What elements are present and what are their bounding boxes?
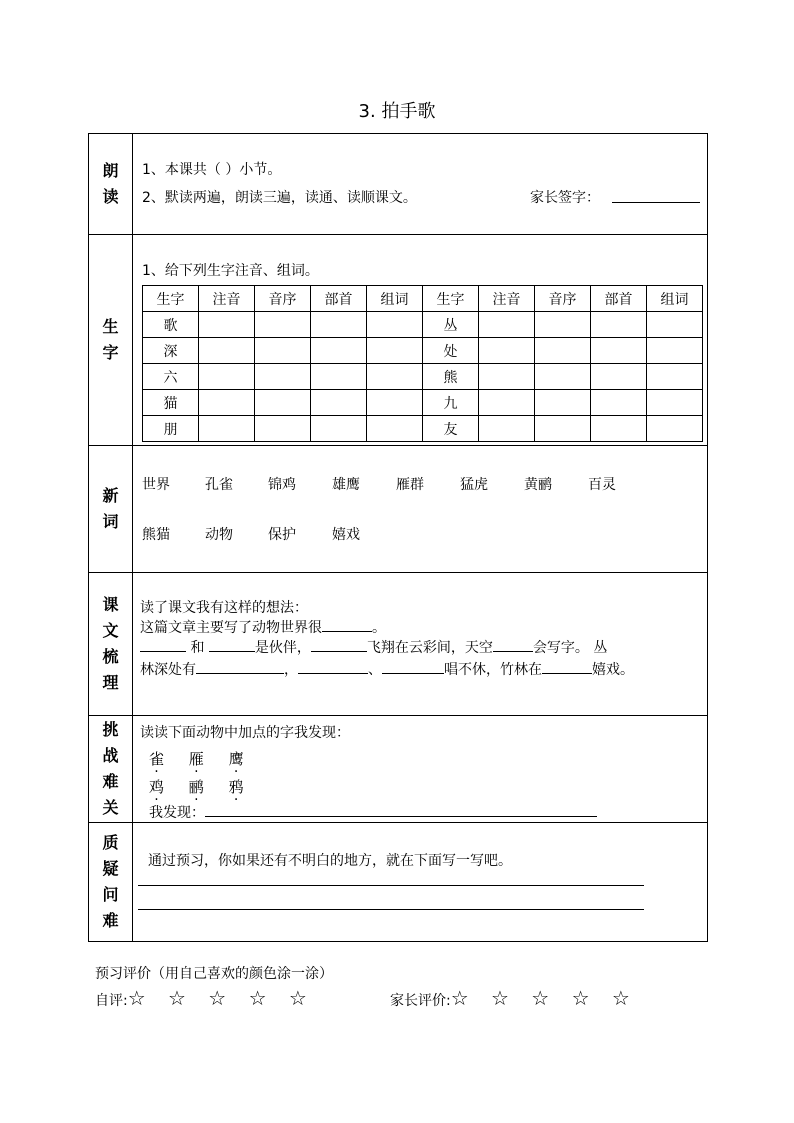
label-char: 问 <box>102 885 119 904</box>
dotted-char: 雀 <box>149 750 165 768</box>
word: 世界 <box>142 477 170 493</box>
dotted-char: 鹰 <box>228 750 244 768</box>
table-header-row <box>143 286 703 312</box>
table-header: 注音 <box>199 286 255 312</box>
word: 黄鹂 <box>524 477 552 493</box>
text: 飞翔在云彩间，天空 <box>366 640 493 656</box>
tiaozhan-intro: 读读下面动物中加点的字我发现： <box>140 725 350 741</box>
text: 。 <box>372 620 386 636</box>
table-header: 音序 <box>255 286 311 312</box>
zhiyi-text: 通过预习，你如果还有不明白的地方，就在下面写一写吧。 <box>148 853 512 869</box>
input-cell[interactable] <box>255 338 311 364</box>
word: 百灵 <box>588 477 616 493</box>
dotted-char: 鸡 <box>149 778 165 796</box>
self-eval-stars[interactable]: ☆ ☆ ☆ ☆ ☆ <box>127 986 315 1010</box>
input-cell[interactable] <box>199 312 255 338</box>
input-cell[interactable] <box>479 416 535 442</box>
input-cell[interactable] <box>647 416 703 442</box>
label-char: 理 <box>102 673 119 692</box>
blank[interactable] <box>140 637 186 652</box>
parent-eval-stars[interactable]: ☆ ☆ ☆ ☆ ☆ <box>450 986 638 1010</box>
parent-sign-field[interactable] <box>612 188 700 203</box>
self-eval <box>95 986 315 1010</box>
label-char: 战 <box>102 746 119 765</box>
section-shengzi <box>89 235 707 446</box>
kewen-intro: 读了课文我有这样的想法： <box>140 600 308 616</box>
input-cell[interactable] <box>535 364 591 390</box>
input-cell[interactable] <box>255 312 311 338</box>
input-cell[interactable] <box>479 338 535 364</box>
text: 、 <box>368 662 382 678</box>
char-cell: 友 <box>423 416 479 442</box>
char-cell: 处 <box>423 338 479 364</box>
worksheet-table <box>88 133 708 942</box>
blank[interactable] <box>382 659 444 674</box>
word: 锦鸡 <box>268 477 296 493</box>
text: 这篇文章主要写了动物世界很 <box>140 620 322 636</box>
label-char: 疑 <box>102 859 119 878</box>
table-row <box>143 364 703 390</box>
label-char: 文 <box>102 621 119 640</box>
input-cell[interactable] <box>199 390 255 416</box>
input-cell[interactable] <box>367 390 423 416</box>
blank[interactable] <box>209 637 255 652</box>
word: 保护 <box>268 527 296 543</box>
char-cell: 朋 <box>143 416 199 442</box>
eval-title: 预习评价（用自己喜欢的颜色涂一涂） <box>95 966 333 982</box>
dotted-char: 雁 <box>188 750 204 768</box>
parent-eval <box>390 986 638 1010</box>
input-cell[interactable] <box>479 312 535 338</box>
label-char: 字 <box>102 343 119 362</box>
text: 唱不休，竹林在 <box>444 662 542 678</box>
label-char: 挑 <box>102 720 119 739</box>
word: 孔雀 <box>205 477 233 493</box>
text: 林深处有 <box>140 662 196 678</box>
input-cell[interactable] <box>255 364 311 390</box>
char-cell: 熊 <box>423 364 479 390</box>
input-cell[interactable] <box>311 364 367 390</box>
discover-line <box>149 802 597 822</box>
char-cell: 深 <box>143 338 199 364</box>
section-langdu <box>89 134 707 235</box>
text: 会写字。 丛 <box>532 640 608 656</box>
word: 雁群 <box>396 477 424 493</box>
char-cell: 丛 <box>423 312 479 338</box>
table-header: 音序 <box>535 286 591 312</box>
kewen-line-3 <box>140 659 634 679</box>
label-char: 梳 <box>102 647 119 666</box>
label-char: 关 <box>102 798 119 817</box>
table-row <box>143 390 703 416</box>
input-cell[interactable] <box>591 312 647 338</box>
input-cell[interactable] <box>311 312 367 338</box>
label-char: 读 <box>102 187 119 206</box>
input-cell[interactable] <box>199 364 255 390</box>
dotted-char: 鸦 <box>228 778 244 796</box>
section-label-langdu <box>89 134 133 234</box>
section-tiaozhan <box>89 716 707 823</box>
input-cell[interactable] <box>535 312 591 338</box>
label-char: 生 <box>102 317 119 336</box>
input-cell[interactable] <box>367 338 423 364</box>
input-cell[interactable] <box>367 312 423 338</box>
table-header: 生字 <box>423 286 479 312</box>
input-cell[interactable] <box>647 364 703 390</box>
table-header: 部首 <box>311 286 367 312</box>
discover-label: 我发现： <box>149 805 205 821</box>
blank[interactable] <box>311 637 367 652</box>
section-label-tiaozhan <box>89 716 133 822</box>
blank[interactable] <box>322 617 372 632</box>
input-cell[interactable] <box>535 416 591 442</box>
label-char: 新 <box>102 486 119 505</box>
section-label-xinci <box>89 446 133 572</box>
text: 和 <box>190 640 205 656</box>
input-cell[interactable] <box>255 416 311 442</box>
section-label-shengzi <box>89 235 133 445</box>
parent-eval-label: 家长评价: <box>390 993 451 1009</box>
char-cell: 六 <box>143 364 199 390</box>
blank[interactable] <box>493 637 533 652</box>
blank[interactable] <box>542 659 592 674</box>
discover-field[interactable] <box>205 802 597 817</box>
word: 雄鹰 <box>332 477 360 493</box>
section-label-kewen <box>89 573 133 715</box>
blank[interactable] <box>298 659 368 674</box>
input-cell[interactable] <box>367 416 423 442</box>
input-cell[interactable] <box>479 364 535 390</box>
input-cell[interactable] <box>647 312 703 338</box>
input-cell[interactable] <box>479 390 535 416</box>
animal-chars-row-2 <box>149 776 244 797</box>
label-char: 词 <box>102 512 119 531</box>
section-label-zhiyi <box>89 823 133 941</box>
label-char: 课 <box>102 595 119 614</box>
input-cell[interactable] <box>591 390 647 416</box>
label-char: 朗 <box>102 161 119 180</box>
page-title: 3. 拍手歌 <box>358 101 436 122</box>
input-cell[interactable] <box>535 390 591 416</box>
section-xinci <box>89 446 707 573</box>
animal-chars-row-1 <box>149 748 244 769</box>
question-line[interactable] <box>138 871 644 886</box>
langdu-line-2: 2、默读两遍，朗读三遍，读通、读顺课文。 <box>142 190 417 206</box>
input-cell[interactable] <box>311 390 367 416</box>
char-cell: 歌 <box>143 312 199 338</box>
characters-table <box>142 285 703 442</box>
question-line[interactable] <box>138 895 644 910</box>
table-row <box>143 338 703 364</box>
label-char: 质 <box>102 833 119 852</box>
kewen-line-2 <box>140 637 607 657</box>
section-kewen <box>89 573 707 716</box>
dotted-char: 鹂 <box>188 778 204 796</box>
input-cell[interactable] <box>311 416 367 442</box>
input-cell[interactable] <box>199 416 255 442</box>
text: 是伙伴， <box>254 640 311 656</box>
blank[interactable] <box>196 659 284 674</box>
table-header: 组词 <box>647 286 703 312</box>
input-cell[interactable] <box>311 338 367 364</box>
input-cell[interactable] <box>535 338 591 364</box>
kewen-line-1 <box>140 617 386 637</box>
parent-sign-label: 家长签字： <box>530 190 600 206</box>
char-cell: 九 <box>423 390 479 416</box>
input-cell[interactable] <box>367 364 423 390</box>
self-eval-label: 自评: <box>95 993 128 1009</box>
text: 嬉戏。 <box>592 662 634 678</box>
input-cell[interactable] <box>647 390 703 416</box>
table-header: 注音 <box>479 286 535 312</box>
char-cell: 猫 <box>143 390 199 416</box>
input-cell[interactable] <box>591 338 647 364</box>
word: 嬉戏 <box>332 527 360 543</box>
label-char: 难 <box>102 772 119 791</box>
table-header: 组词 <box>367 286 423 312</box>
input-cell[interactable] <box>255 390 311 416</box>
table-header: 部首 <box>591 286 647 312</box>
word: 猛虎 <box>460 477 488 493</box>
input-cell[interactable] <box>591 416 647 442</box>
section-zhiyi <box>89 823 707 941</box>
table-row <box>143 416 703 442</box>
table-row <box>143 312 703 338</box>
input-cell[interactable] <box>199 338 255 364</box>
shengzi-instruction: 1、给下列生字注音、组词。 <box>142 263 319 279</box>
label-char: 难 <box>102 911 119 930</box>
word: 熊猫 <box>142 527 170 543</box>
langdu-line-1: 1、本课共（ ）小节。 <box>142 162 282 178</box>
input-cell[interactable] <box>647 338 703 364</box>
text: ， <box>284 662 298 678</box>
word: 动物 <box>205 527 233 543</box>
input-cell[interactable] <box>591 364 647 390</box>
table-header: 生字 <box>143 286 199 312</box>
